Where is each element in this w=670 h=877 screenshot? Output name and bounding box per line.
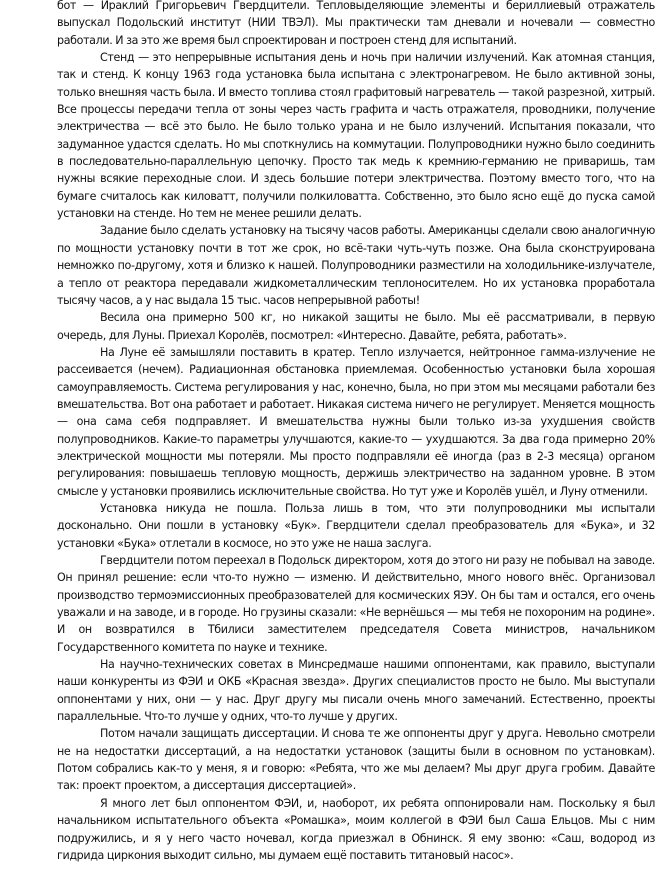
paragraph: Стенд — это непрерывные испытания день и ночь при наличии излучений. Как атомная станция, так и стенд. К концу 1963 года установка была испытана с электронагревом. Не было активной зоны, только внешняя часть была. И вместо топлива стоял графитовый нагреватель — такой разрезной, хитрый. Все процессы передачи тепла от зоны через часть графита и часть отражателя, проводники, получение электричества — всё это было. Не было только урана и не было излучений. Испытания показали, что задуманное удастся сделать. Но мы споткнулись на коммутации. Полупроводники нужно было соединить в последовательно-параллельную цепочку. Просто так медь к кремнию-германию не приваришь, там нужны всякие переходные слои. И здесь большие потери электричества. Поэтому вместо того, что на бумаге считалось как киловатт, получили полкиловатта. Собственно, это было ясно ещё до пуска самой установки на стенде. Но тем не менее решили делать. bbox=[57, 51, 655, 221]
paragraph: Весила она примерно 500 кг, но никакой защиты не было. Мы её рассматривали, в первую очередь, для Луны. Приехал Королёв, посмотрел: «Интересно. Давайте, ребята, работать». bbox=[57, 311, 655, 342]
paragraph: Задание было сделать установку на тысячу часов работы. Американцы сделали свою аналогичную по мощности установку почти в тот же срок, но всё-таки чуть-чуть позже. Она была сконструирована немножко по-другому, хотя и близко к нашей. Полупроводники разместили на холодильнике-излучателе, а тепло от реактора передавали жидкометаллическим теплоносителем. Но их установка проработала тысячу часов, а у нас выдала 15 тыс. часов непрерывной работы! bbox=[57, 224, 655, 307]
paragraph: Я много лет был оппонентом ФЭИ, и, наоборот, их ребята оппонировали нам. Поскольку я был начальником испытательного объекта «Ромашка», моим коллегой в ФЭИ был Саша Ельцов. Мы с ним подружились, и я у него часто ночевал, когда приезжал в Обнинск. Я ему звоню: «Саш, водород из гидрида циркония выходит сильно, мы думаем ещё поставить титановый насос». bbox=[57, 796, 655, 862]
paragraph: На научно-технических советах в Минсредмаше нашими оппонентами, как правило, выступали наши конкуренты из ФЭИ и ОКБ «Красная звезда». Других специалистов просто не было. Мы выступали оппонентами у них, они — у нас. Друг другу мы писали очень много замечаний. Естественно, проекты параллельные. Что-то лучше у одних, что-то лучше у других. bbox=[57, 658, 655, 724]
document-body bbox=[57, 0, 655, 864]
paragraph: На Луне её замышляли поставить в кратер. Тепло излучается, нейтронное гамма-излучение не рассеивается (нечем). Радиационная обстановка приемлемая. Особенностью установки была хорошая самоуправляемость. Система регулирования у нас, конечно, была, но при этом мы месяцами работали без вмешательства. Вот она работает и работает. Никакая система ничего не регулирует. Меняется мощность — она сама себя подправляет. И вмешательства нужны были только из-за ухудшения свойств полупроводников. Какие-то параметры улучшаются, какие-то — ухудшаются. За два года примерно 20% электрической мощности мы потеряли. Мы просто подправляли её иногда (раз в 2-3 месяца) органом регулирования: повышаешь тепловую мощность, держишь электричество на заданном уровне. В этом смысле у установки проявились исключительные свойства. Но тут уже и Королёв ушёл, и Луну отменили. bbox=[57, 345, 655, 498]
paragraph: Потом начали защищать диссертации. И снова те же оппоненты друг у друга. Невольно смотрели не на недостатки диссертаций, а на недостатки установок (защиты были в основном по установкам). Потом собрались как-то у меня, я и говорю: «Ребята, что же мы делаем? Мы друг друга гробим. Давайте так: проект проектом, а диссертация диссертацией». bbox=[57, 727, 655, 793]
paragraph: бот — Ираклий Григорьевич Гвердцители. Тепловыделяющие элементы и бериллиевый отражатель выпускал Подольский институт (НИИ ТВЭЛ). Мы практически там дневали и ночевали — совместно работали. И за это же время был спроектирован и построен стенд для испытаний. bbox=[57, 0, 655, 47]
paragraph: Гвердцители потом переехал в Подольск директором, хотя до этого ни разу не побывал на заводе. Он принял решение: если что-то нужно — изменю. И действительно, много нового внёс. Организовал производство термоэмиссионных преобразователей для космических ЯЭУ. Он бы там и остался, его очень уважали и на заводе, и в городе. Но грузины сказали: «Не вернёшься — мы тебя не похороним на родине». И он возвратился в Тбилиси заместителем председателя Совета министров, начальником Государственного комитета по науке и технике. bbox=[57, 554, 655, 654]
paragraph: Установка никуда не пошла. Польза лишь в том, что эти полупроводники мы испытали досконально. Они пошли в установку «Бук». Гвердцители сделал преобразователь для «Бука», и 32 установки «Бука» отлетали в космосе, но это уже не наша заслуга. bbox=[57, 501, 655, 550]
